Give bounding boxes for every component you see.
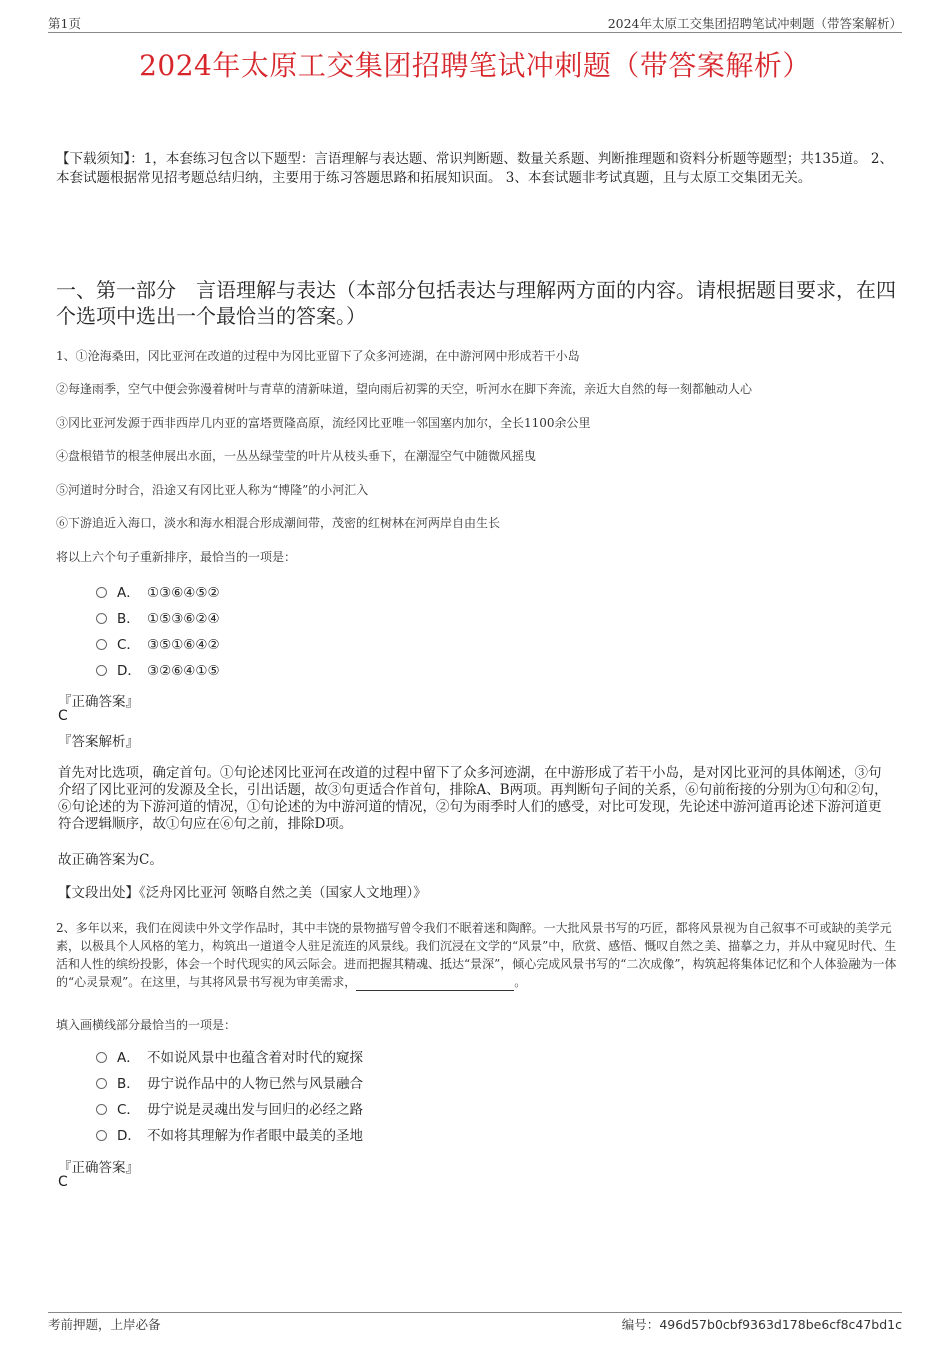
footer-code: 编号：496d57b0cbf9363d178be6cf8c47bd1c	[621, 1317, 902, 1332]
q1-option-a[interactable]: A． ①③⑥④⑤②	[96, 583, 220, 603]
page-title: 2024年太原工交集团招聘笔试冲刺题（带答案解析）	[139, 49, 811, 82]
q1-sentence: ③冈比亚河发源于西非西岸几内亚的富塔贾隆高原，流经冈比亚唯一邻国塞内加尔，全长1100余公里	[56, 416, 591, 430]
q1-analysis-label: 『答案解析』	[58, 734, 139, 750]
q2-stem: 2、多年以来，我们在阅读中外文学作品时，其中丰饶的景物描写曾令我们不眠着迷和陶醉。一大批风景书写的巧匠，都将风景视为自己叙事不可或缺的美学元素，以极具个人风格的笔力，构筑出一道道令人驻足流连的风景线。我们沉浸在文学的“风景”中，欣赏、感悟、慨叹自然之美、描摹之力，并从中窥见时代、生活和人性的缤纷投影，体会一个时代现实的风云际会。进而把握其精魂、抵达“景深”，倾心完成风景书写的“二次成像”，构筑起将集体记忆和个人体验融为一体的“心灵景观”。在这里，与其将风景书写视为审美需求， 。	[56, 921, 897, 989]
radio-icon[interactable]	[96, 639, 107, 650]
q1-sentence: 1、①沧海桑田，冈比亚河在改道的过程中为冈比亚留下了众多河迹湖，在中游河网中形成若干小岛	[56, 349, 580, 363]
q2-prompt: 填入画横线部分最恰当的一项是：	[56, 1018, 237, 1032]
q1-source: 【文段出处】《泛舟冈比亚河 领略自然之美（国家人文地理）》	[58, 885, 427, 901]
q1-sentence: ⑤河道时分时合，沿途又有冈比亚人称为“博隆”的小河汇入	[56, 483, 369, 497]
q2-answer-label: 『正确答案』	[58, 1160, 139, 1176]
q1-conclusion: 故正确答案为C。	[58, 852, 163, 868]
fill-blank	[356, 978, 514, 991]
q2-answer: C	[58, 1174, 68, 1190]
q2-option-d[interactable]: D． 不如将其理解为作者眼中最美的圣地	[96, 1126, 363, 1146]
radio-icon[interactable]	[96, 587, 107, 598]
radio-icon[interactable]	[96, 1078, 107, 1089]
q1-option-b[interactable]: B． ①⑤③⑥②④	[96, 609, 220, 629]
q1-answer-label: 『正确答案』	[58, 694, 139, 710]
q1-option-c[interactable]: C． ③⑤①⑥④②	[96, 635, 220, 655]
q2-option-a[interactable]: A． 不如说风景中也蕴含着对时代的窥探	[96, 1048, 363, 1068]
radio-icon[interactable]	[96, 613, 107, 624]
radio-icon[interactable]	[96, 1052, 107, 1063]
q1-sentence: ④盘根错节的根茎伸展出水面，一丛丛绿莹莹的叶片从枝头垂下，在潮湿空气中随微风摇曳	[56, 449, 537, 463]
q1-prompt: 将以上六个句子重新排序，最恰当的一项是：	[56, 550, 297, 564]
header-doc-title: 2024年太原工交集团招聘笔试冲刺题（带答案解析）	[607, 16, 902, 31]
q1-sentence: ②每逢雨季，空气中便会弥漫着树叶与青草的清新味道，望向雨后初霁的天空，听河水在脚下奔流，亲近大自然的每一刻都触动人心	[56, 382, 753, 396]
radio-icon[interactable]	[96, 1104, 107, 1115]
q1-option-d[interactable]: D． ③②⑥④①⑤	[96, 661, 220, 681]
page-header	[48, 14, 902, 33]
download-notice: 【下载须知】：1，本套练习包含以下题型：言语理解与表达题、常识判断题、数量关系题、判断推理题和资料分析题等题型；共135道。 2、本套试题根据常见招考题总结归纳，主要用于练习答题思路和拓展知识面。 3、本套试题非考试真题，且与太原工交集团无关。	[56, 151, 893, 186]
page-footer	[48, 1312, 902, 1335]
page-number: 第1页	[48, 16, 81, 31]
radio-icon[interactable]	[96, 1130, 107, 1141]
q1-answer: C	[58, 708, 68, 724]
q1-sentence: ⑥下游追近入海口，淡水和海水相混合形成潮间带，茂密的红树林在河两岸自由生长	[56, 516, 501, 530]
section-heading: 一、第一部分 言语理解与表达（本部分包括表达与理解两方面的内容。请根据题目要求，在四个选项中选出一个最恰当的答案。）	[56, 278, 896, 328]
footer-slogan: 考前押题，上岸必备	[48, 1317, 161, 1332]
q2-option-c[interactable]: C． 毋宁说是灵魂出发与回归的必经之路	[96, 1100, 363, 1120]
q1-analysis: 首先对比选项，确定首句。①句论述冈比亚河在改道的过程中留下了众多河迹湖，在中游形成了若干小岛，是对冈比亚河的具体阐述，③句介绍了冈比亚河的发源及全长，引出话题，故③句更适合作首句，排除A、B两项。再判断句子间的关系，⑥句前衔接的分别为①句和②句，⑥句论述的为下游河道的情况，①句论述的为中游河道的情况，②句为雨季时人们的感受，对比可发现，先论述中游河道再论述下游河道更符合逻辑顺序，故①句应在⑥句之前，排除D项。	[58, 765, 888, 832]
q2-option-b[interactable]: B． 毋宁说作品中的人物已然与风景融合	[96, 1074, 363, 1094]
radio-icon[interactable]	[96, 665, 107, 676]
